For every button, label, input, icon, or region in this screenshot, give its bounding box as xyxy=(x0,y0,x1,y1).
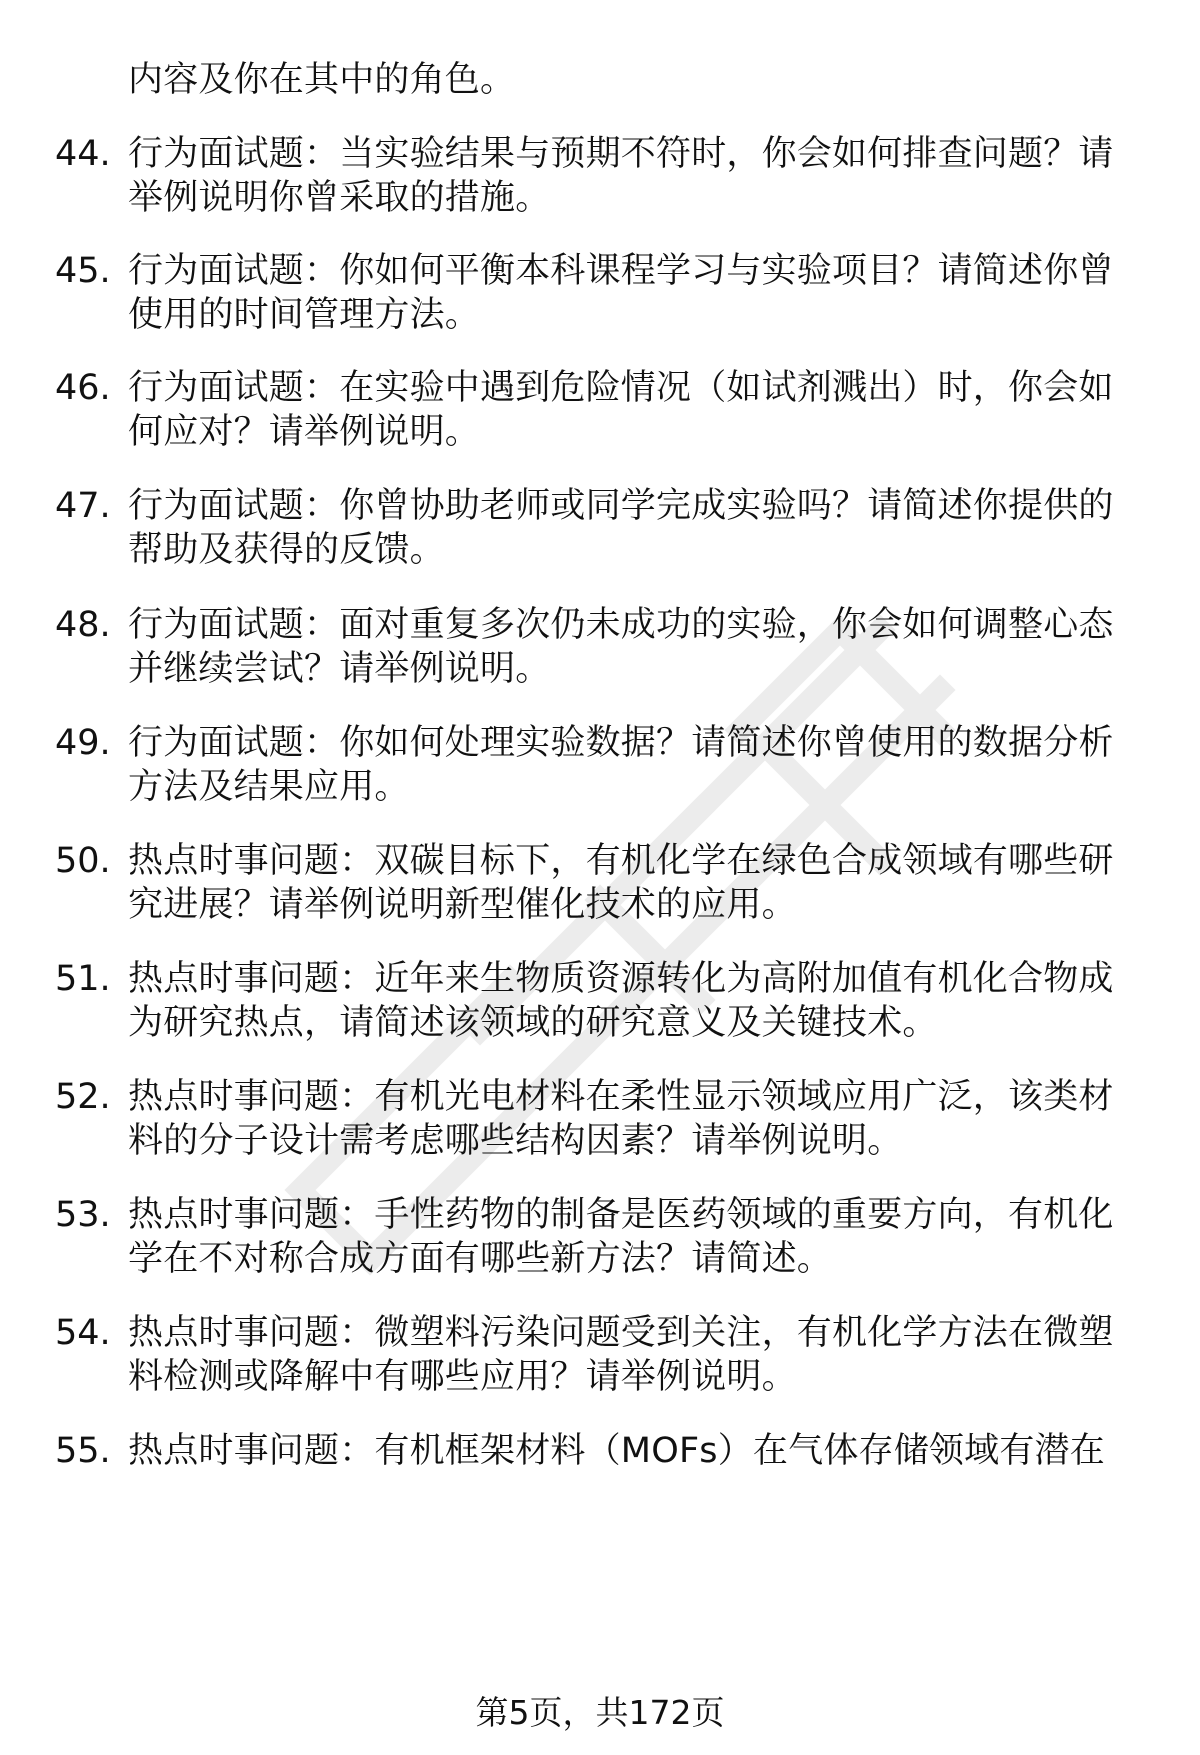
item-number: 50. xyxy=(55,841,111,881)
item-text-line: 热点时事问题：有机框架材料（MOFs）在气体存储领域有潜在 xyxy=(128,1431,1105,1471)
item-number: 55. xyxy=(55,1431,111,1471)
item-text-line: 料的分子设计需考虑哪些结构因素？请举例说明。 xyxy=(128,1121,903,1161)
item-continuation-line: 内容及你在其中的角色。 xyxy=(128,60,516,100)
item-number: 53. xyxy=(55,1195,111,1235)
item-text-line: 为研究热点，请简述该领域的研究意义及关键技术。 xyxy=(128,1003,938,1043)
item-text-line: 究进展？请举例说明新型催化技术的应用。 xyxy=(128,885,797,925)
item-text-line: 热点时事问题：手性药物的制备是医药领域的重要方向，有机化 xyxy=(128,1195,1114,1235)
item-text-line: 热点时事问题：微塑料污染问题受到关注，有机化学方法在微塑 xyxy=(128,1313,1114,1353)
item-text-line: 举例说明你曾采取的措施。 xyxy=(128,178,551,218)
item-text-line: 热点时事问题：有机光电材料在柔性显示领域应用广泛，该类材 xyxy=(128,1077,1114,1117)
item-text-line: 学在不对称合成方面有哪些新方法？请简述。 xyxy=(128,1239,833,1279)
item-number: 44. xyxy=(55,134,111,174)
item-text-line: 并继续尝试？请举例说明。 xyxy=(128,649,551,689)
item-text-line: 行为面试题：你如何平衡本科课程学习与实验项目？请简述你曾 xyxy=(128,251,1114,291)
item-text-line: 行为面试题：你曾协助老师或同学完成实验吗？请简述你提供的 xyxy=(128,486,1114,526)
item-text-line: 热点时事问题：近年来生物质资源转化为高附加值有机化合物成 xyxy=(128,959,1114,999)
item-text-line: 方法及结果应用。 xyxy=(128,767,410,807)
item-text-line: 行为面试题：面对重复多次仍未成功的实验，你会如何调整心态 xyxy=(128,605,1114,645)
item-text-line: 帮助及获得的反馈。 xyxy=(128,530,445,570)
item-text-line: 何应对？请举例说明。 xyxy=(128,412,481,452)
item-text-line: 行为面试题：当实验结果与预期不符时，你会如何排查问题？请 xyxy=(128,134,1114,174)
item-number: 52. xyxy=(55,1077,111,1117)
item-text-line: 使用的时间管理方法。 xyxy=(128,295,481,335)
item-text-line: 热点时事问题：双碳目标下，有机化学在绿色合成领域有哪些研 xyxy=(128,841,1114,881)
item-number: 47. xyxy=(55,486,111,526)
item-text-line: 行为面试题：你如何处理实验数据？请简述你曾使用的数据分析 xyxy=(128,723,1114,763)
item-number: 51. xyxy=(55,959,111,999)
item-number: 45. xyxy=(55,251,111,291)
item-number: 49. xyxy=(55,723,111,763)
page-footer: 第5页，共172页 xyxy=(475,1693,725,1732)
item-number: 46. xyxy=(55,368,111,408)
item-text-line: 料检测或降解中有哪些应用？请举例说明。 xyxy=(128,1357,797,1397)
item-number: 54. xyxy=(55,1313,111,1353)
item-number: 48. xyxy=(55,605,111,645)
item-text-line: 行为面试题：在实验中遇到危险情况（如试剂溅出）时，你会如 xyxy=(128,368,1114,408)
